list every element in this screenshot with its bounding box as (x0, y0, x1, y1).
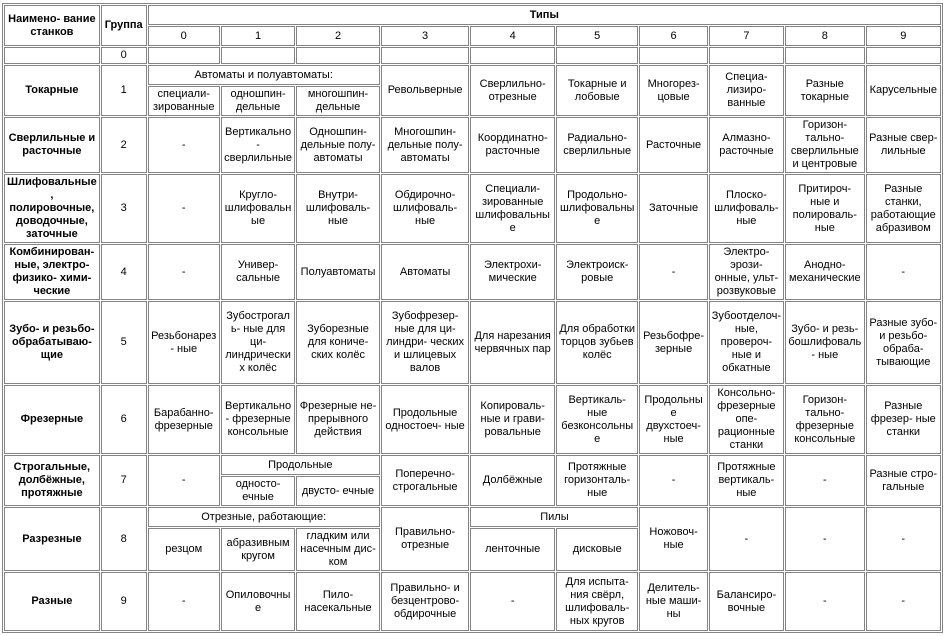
type-cell: Автоматы (381, 244, 470, 300)
type-cell: Для обработки торцов зубьев колёс (556, 301, 639, 384)
type-cell (381, 47, 470, 64)
type-cell: Электроиск- ровые (556, 244, 639, 300)
type-cell: резцом (148, 528, 220, 571)
type-col-8: 8 (785, 26, 864, 46)
type-cell: Револьверные (381, 65, 470, 116)
type-cell: Разные фрезер- ные станки (866, 385, 941, 454)
type-cell: Правильно- отрезные (381, 507, 470, 571)
type-cell: Расточные (639, 117, 707, 173)
type-cell: Вертикально- сверлильные (221, 117, 295, 173)
type-cell: Балансиро- вочные (709, 572, 784, 631)
table-row-group-4 (4, 244, 941, 300)
type-cell: Протяжные горизонталь- ные (556, 455, 639, 506)
row-name-cell: Разные (4, 572, 100, 631)
type-cell: Разные зубо- и резьбо- обраба- тывающие (866, 301, 941, 384)
type-cell: Зубострогаль- ные для ци- линдрических колёс (221, 301, 295, 384)
row-name-cell: Сверлильные и расточные (4, 117, 100, 173)
row-name-cell: Шлифовальные, полировочные, доводочные, заточные (4, 174, 100, 243)
type-cell: Многошпин- дельные полу- автоматы (381, 117, 470, 173)
type-col-9: 9 (866, 26, 941, 46)
type-cell: Горизон- тально- фрезерные консольные (785, 385, 864, 454)
header-types: Типы (148, 5, 941, 25)
type-cell: Специа- лизиро- ванные (709, 65, 784, 116)
table-row-group-9 (4, 572, 941, 631)
type-cell: - (470, 572, 555, 631)
type-cell: Продольно- шлифовальные (556, 174, 639, 243)
type-cell: Ножовоч- ные (639, 507, 707, 571)
type-cell: Одношпин- дельные полу- автоматы (296, 117, 380, 173)
type-cell (148, 47, 220, 64)
type-cell (556, 47, 639, 64)
type-cell: Электрохи- мические (470, 244, 555, 300)
type-cell: - (709, 507, 784, 571)
type-cell: - (148, 174, 220, 243)
type-col-6: 6 (639, 26, 707, 46)
row-name-cell: Разрезные (4, 507, 100, 571)
type-cell: Зуборезные для кониче- ских колёс (296, 301, 380, 384)
type-cell: двусто- ечные (296, 476, 380, 506)
type-cell: Анодно- механические (785, 244, 864, 300)
type-cell: Внутри- шлифоваль- ные (296, 174, 380, 243)
type-cell: Плоско- шлифоваль- ные (709, 174, 784, 243)
type-cell: Поперечно- строгальные (381, 455, 470, 506)
machine-tools-classification-table (2, 3, 943, 633)
type-cell: абразивным кругом (221, 528, 295, 571)
type-cell: Полуавтоматы (296, 244, 380, 300)
row-name-cell: Зубо- и резьбо- обрабатываю- щие (4, 301, 100, 384)
type-cell: Зубоотделоч- ные, провероч- ные и обкатные (709, 301, 784, 384)
table-row-group-7 (4, 455, 941, 475)
type-cell: Кругло- шлифовальные (221, 174, 295, 243)
type-cell: специали- зированные (148, 86, 220, 116)
type-cell: - (639, 244, 707, 300)
group-number-cell: 8 (101, 507, 147, 571)
table-header-row-1 (4, 5, 941, 25)
group-number-cell: 3 (101, 174, 147, 243)
subgroup-header-cell: Отрезные, работающие: (148, 507, 380, 527)
type-cell (709, 47, 784, 64)
header-name-col: Наимено- вание станков (4, 5, 100, 46)
type-cell: Для нарезания червячных пар (470, 301, 555, 384)
type-cell: Фрезерные не- прерывного действия (296, 385, 380, 454)
type-cell: Делитель- ные маши- ны (639, 572, 707, 631)
group-number-cell: 7 (101, 455, 147, 506)
group-number-cell: 0 (101, 47, 147, 64)
type-cell: Для испыта- ния свёрл, шлифоваль- ных кругов (556, 572, 639, 631)
type-col-7: 7 (709, 26, 784, 46)
type-cell: Горизон- тально- сверлильные и центровые (785, 117, 864, 173)
type-cell: - (785, 572, 864, 631)
table-row-group-3 (4, 174, 941, 243)
type-cell: дисковые (556, 528, 639, 571)
type-cell: Многорез- цовые (639, 65, 707, 116)
type-cell: Радиально- сверлильные (556, 117, 639, 173)
type-cell: - (639, 455, 707, 506)
type-cell: Разные токарные (785, 65, 864, 116)
row-name-cell: Токарные (4, 65, 100, 116)
type-cell: Карусельные (866, 65, 941, 116)
type-cell (866, 47, 941, 64)
group-number-cell: 2 (101, 117, 147, 173)
type-cell: - (148, 117, 220, 173)
type-cell (470, 47, 555, 64)
group-number-cell: 9 (101, 572, 147, 631)
type-cell: Вертикаль- ные безконсольные (556, 385, 639, 454)
type-cell: Сверлильно- отрезные (470, 65, 555, 116)
group-number-cell: 6 (101, 385, 147, 454)
type-cell: Продольные одностоеч- ные (381, 385, 470, 454)
type-cell (296, 47, 380, 64)
type-col-2: 2 (296, 26, 380, 46)
table-row-group-5 (4, 301, 941, 384)
type-cell: Токарные и лобовые (556, 65, 639, 116)
type-cell: - (785, 455, 864, 506)
type-cell: Консольно- фрезерные опе- рационные станки (709, 385, 784, 454)
type-cell: Специали- зированные шлифовальные (470, 174, 555, 243)
type-cell: Долбёжные (470, 455, 555, 506)
type-cell: Резьбонарез- ные (148, 301, 220, 384)
type-col-4: 4 (470, 26, 555, 46)
type-cell: - (866, 244, 941, 300)
subgroup-header-cell: Автоматы и полуавтоматы: (148, 65, 380, 85)
type-cell: Разные свер- лильные (866, 117, 941, 173)
type-cell: Резьбофре- зерные (639, 301, 707, 384)
type-cell: ленточные (470, 528, 555, 571)
type-cell: Разные стро- гальные (866, 455, 941, 506)
table-row-group-2 (4, 117, 941, 173)
type-cell: Заточные (639, 174, 707, 243)
table-row-group-0 (4, 47, 941, 64)
type-cell: Разные станки, работающие абразивом (866, 174, 941, 243)
type-col-0: 0 (148, 26, 220, 46)
type-cell (785, 47, 864, 64)
type-cell: Обдирочно- шлифоваль- ные (381, 174, 470, 243)
type-cell: - (866, 507, 941, 571)
type-cell (639, 47, 707, 64)
group-number-cell: 1 (101, 65, 147, 116)
type-cell: Координатно- расточные (470, 117, 555, 173)
type-cell: - (866, 572, 941, 631)
type-cell: Алмазно- расточные (709, 117, 784, 173)
type-col-3: 3 (381, 26, 470, 46)
header-group-col: Группа (101, 5, 147, 46)
subgroup-header-cell: Пилы (470, 507, 638, 527)
type-cell: - (148, 455, 220, 506)
type-cell: Продольные двухстоеч- ные (639, 385, 707, 454)
subgroup-header-cell: Продольные (221, 455, 380, 475)
type-cell: Притироч- ные и полироваль- ные (785, 174, 864, 243)
table-row-group-6 (4, 385, 941, 454)
row-name-cell (4, 47, 100, 64)
table-row-group-1 (4, 65, 941, 85)
type-cell: - (785, 507, 864, 571)
type-cell: Зубофрезер- ные для ци- линдри- ческих и шлицевых валов (381, 301, 470, 384)
type-cell: односто- ечные (221, 476, 295, 506)
type-col-1: 1 (221, 26, 295, 46)
table-row-group-8 (4, 507, 941, 527)
row-name-cell: Фрезерные (4, 385, 100, 454)
type-cell (221, 47, 295, 64)
type-cell: Копироваль- ные и грави- ровальные (470, 385, 555, 454)
type-cell: гладким или насечным дис- ком (296, 528, 380, 571)
type-cell: Зубо- и резь- бошлифоваль- ные (785, 301, 864, 384)
type-cell: - (148, 244, 220, 300)
type-col-5: 5 (556, 26, 639, 46)
type-cell: Опиловочные (221, 572, 295, 631)
type-cell: Барабанно- фрезерные (148, 385, 220, 454)
group-number-cell: 5 (101, 301, 147, 384)
type-cell: - (148, 572, 220, 631)
group-number-cell: 4 (101, 244, 147, 300)
row-name-cell: Комбинирован- ные, электро- физико- хими- ческие (4, 244, 100, 300)
type-cell: Протяжные вертикаль- ные (709, 455, 784, 506)
type-cell: Универ- сальные (221, 244, 295, 300)
type-cell: Электро- эрози- онные, ульт- розвуковые (709, 244, 784, 300)
row-name-cell: Строгальные, долбёжные, протяжные (4, 455, 100, 506)
type-cell: Правильно- и безцентрово- обдирочные (381, 572, 470, 631)
type-cell: Пило- насекальные (296, 572, 380, 631)
type-cell: многошпин- дельные (296, 86, 380, 116)
type-cell: Вертикально- фрезерные консольные (221, 385, 295, 454)
type-cell: одношпин- дельные (221, 86, 295, 116)
